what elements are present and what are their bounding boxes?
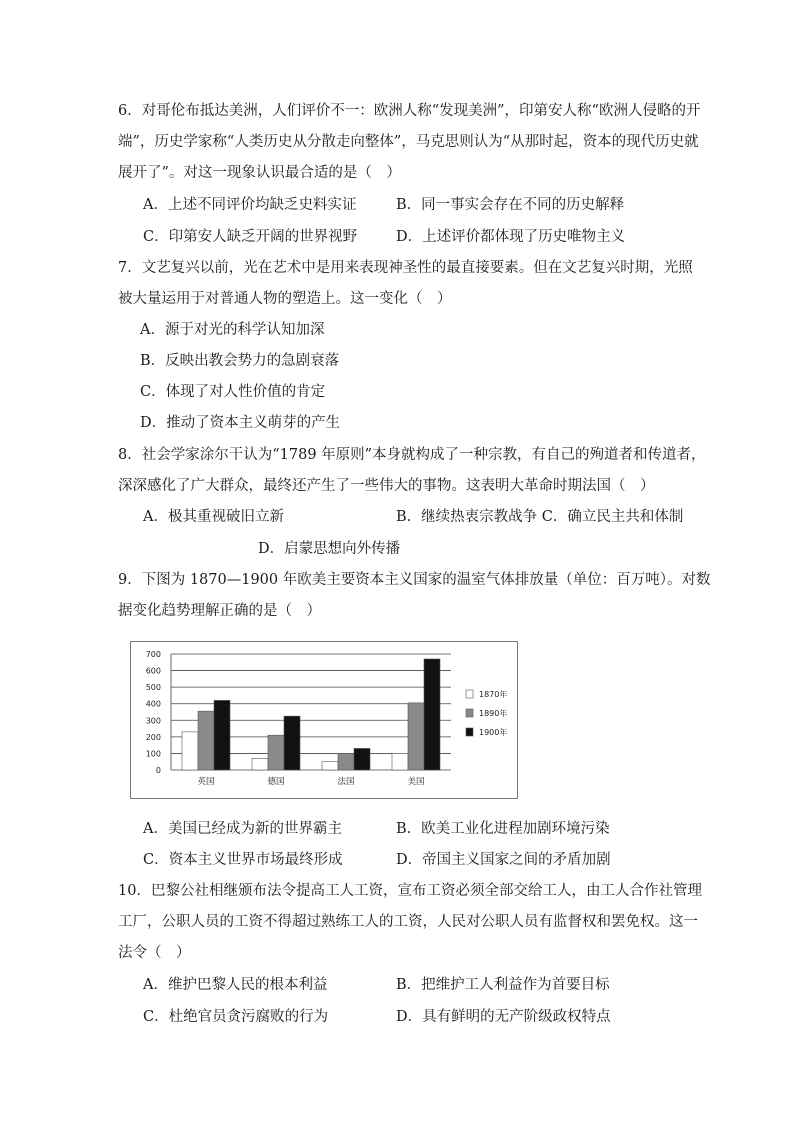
y-tick-label: 600 [145, 666, 161, 676]
q10-stem-line-1: 10．巴黎公社相继颁布法令提高工人工资，宣布工资必须全部交给工人，由工人合作社管理 [118, 883, 702, 899]
q6-option-c[interactable]: C．印第安人缺乏开阔的世界视野 [143, 229, 358, 245]
q9-stem-line-2: 据变化趋势理解正确的是（ ） [118, 603, 321, 619]
x-category-label: 美国 [407, 777, 425, 787]
bar-英国-1900年 [214, 700, 230, 770]
bar-德国-1890年 [268, 735, 284, 770]
legend-label: 1870年 [479, 690, 508, 699]
y-tick-label: 400 [145, 699, 161, 709]
y-tick-label: 0 [155, 766, 161, 775]
bar-美国-1900年 [424, 659, 440, 770]
y-tick-label: 100 [145, 749, 161, 759]
emissions-chart [130, 641, 518, 799]
q6-stem-line-2: 端”，历史学家称“人类历史从分散走向整体”，马克思则认为“从那时起，资本的现代历史就 [118, 134, 699, 150]
x-category-label: 法国 [337, 777, 355, 787]
q9-option-b[interactable]: B．欧美工业化进程加剧环境污染 [396, 821, 610, 837]
x-category-label: 德国 [267, 777, 285, 787]
q6-stem-line-3: 展开了”。对这一现象认识最合适的是（ ） [118, 165, 401, 181]
q10-option-c[interactable]: C．杜绝官员贪污腐败的行为 [143, 1009, 329, 1025]
bar-德国-1870年 [252, 758, 268, 770]
legend-swatch [466, 728, 473, 736]
legend-label: 1900年 [479, 728, 508, 737]
q8-stem-line-2: 深深感化了广大群众，最终还产生了一些伟大的事物。这表明大革命时期法国（ ） [118, 478, 655, 494]
y-tick-label: 200 [145, 732, 161, 742]
q9-option-a[interactable]: A．美国已经成为新的世界霸主 [143, 821, 342, 837]
q9-option-c[interactable]: C．资本主义世界市场最终形成 [143, 852, 343, 868]
y-tick-label: 500 [145, 683, 161, 693]
emissions-chart-svg [131, 642, 517, 798]
y-tick-label: 300 [145, 716, 161, 726]
q10-option-a[interactable]: A．维护巴黎人民的根本利益 [143, 977, 328, 993]
q6-option-d[interactable]: D．上述评价都体现了历史唯物主义 [396, 229, 626, 245]
q8-option-d[interactable]: D．启蒙思想向外传播 [258, 541, 401, 557]
q6-option-b[interactable]: B．同一事实会存在不同的历史解释 [396, 197, 625, 213]
q10-option-b[interactable]: B．把维护工人利益作为首要目标 [396, 977, 610, 993]
q10-option-d[interactable]: D．具有鲜明的无产阶级政权特点 [396, 1009, 611, 1025]
q9-option-d[interactable]: D．帝国主义国家之间的矛盾加剧 [396, 852, 611, 868]
legend-swatch [466, 690, 473, 698]
q8-stem-line-1: 8．社会学家涂尔干认为“1789 年原则”本身就构成了一种宗教，有自己的殉道者和传道者， [118, 447, 706, 463]
bar-德国-1900年 [284, 716, 300, 770]
q8-option-bc[interactable]: B．继续热衷宗教战争 C．确立民主共和体制 [396, 509, 684, 525]
q7-option-a[interactable]: A．源于对光的科学认知加深 [140, 322, 325, 338]
q10-stem-line-2: 工厂，公职人员的工资不得超过熟练工人的工资，人民对公职人员有监督权和罢免权。这一 [118, 914, 698, 930]
q7-option-b[interactable]: B．反映出教会势力的急剧衰落 [140, 353, 340, 369]
q8-option-a[interactable]: A．极其重视破旧立新 [143, 509, 284, 525]
bar-法国-1900年 [354, 748, 370, 770]
q7-stem-line-1: 7．文艺复兴以前，光在艺术中是用来表现神圣性的最直接要素。但在文艺复兴时期，光照 [118, 260, 693, 276]
legend-label: 1890年 [479, 709, 508, 718]
bar-美国-1870年 [392, 753, 408, 770]
q7-option-d[interactable]: D．推动了资本主义萌芽的产生 [140, 415, 341, 431]
q10-stem-line-3: 法令（ ） [118, 945, 191, 961]
legend-swatch [466, 709, 473, 717]
q6-option-a[interactable]: A．上述不同评价均缺乏史料实证 [143, 197, 357, 213]
q6-stem-line-1: 6．对哥伦布抵达美洲，人们评价不一：欧洲人称“发现美洲”，印第安人称“欧洲人侵略的开 [118, 103, 701, 119]
bar-法国-1870年 [322, 762, 338, 770]
x-category-label: 英国 [197, 777, 215, 787]
q7-stem-line-2: 被大量运用于对普通人物的塑造上。这一变化（ ） [118, 291, 452, 307]
bar-英国-1890年 [198, 711, 214, 770]
bar-美国-1890年 [408, 703, 424, 770]
bar-法国-1890年 [338, 753, 354, 770]
bar-英国-1870年 [182, 732, 198, 770]
q9-stem-line-1: 9．下图为 1870—1900 年欧美主要资本主义国家的温室气体排放量（单位：百万吨）。对数 [118, 572, 711, 588]
q7-option-c[interactable]: C．体现了对人性价值的肯定 [140, 384, 326, 400]
y-tick-label: 700 [145, 650, 161, 659]
